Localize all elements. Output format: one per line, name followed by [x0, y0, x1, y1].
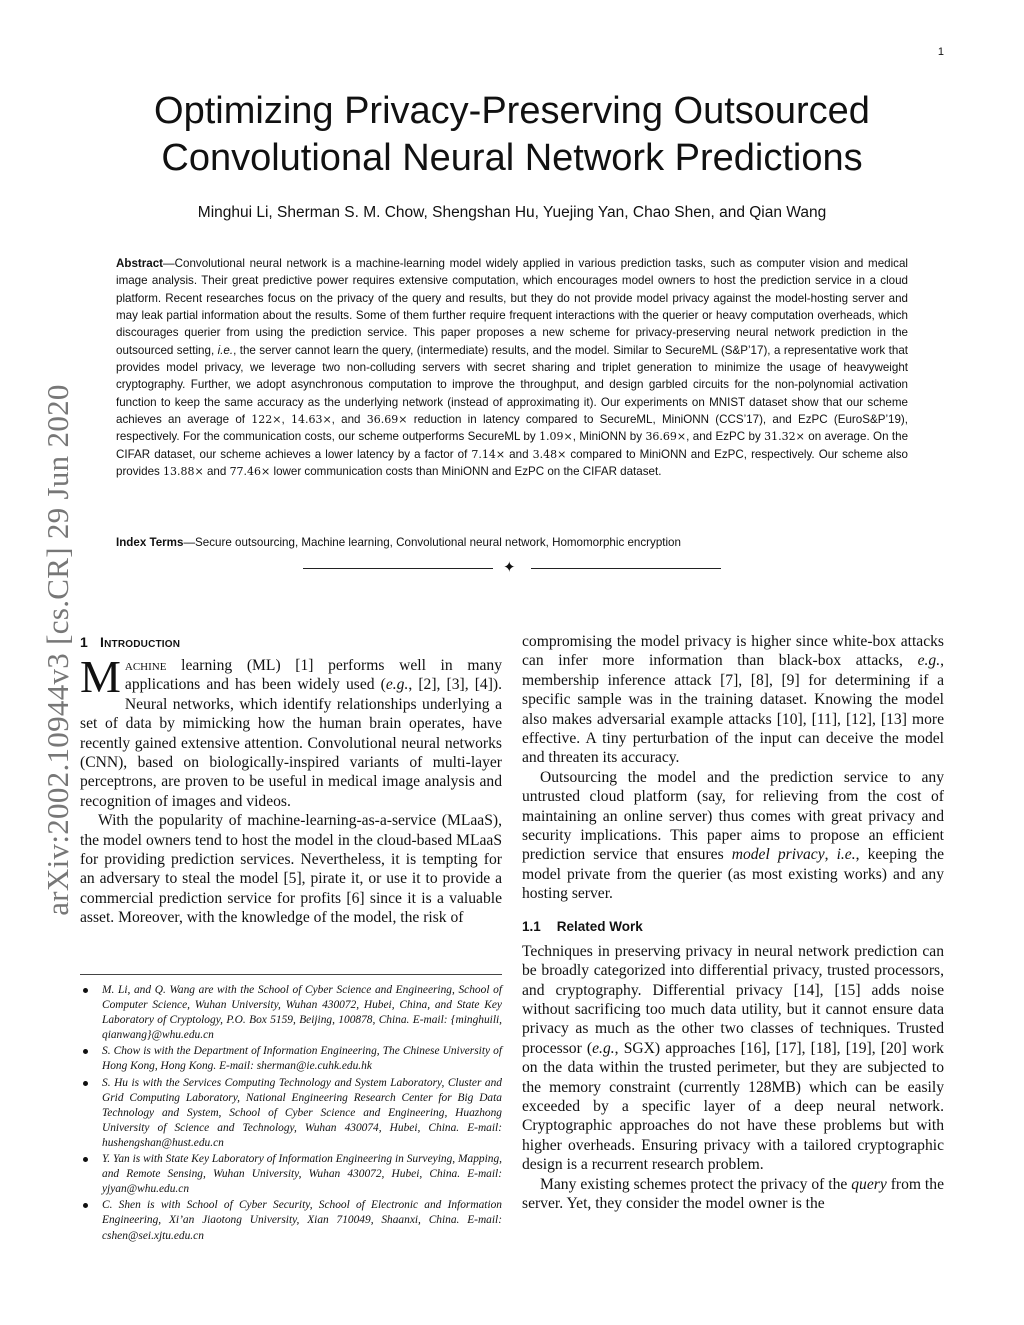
paragraph-text: learning (ML) [1] performs well in many applications and has been widely used ( — [124, 657, 502, 694]
author-list: Minghui Li, Sherman S. M. Chow, Shengshan Hu, Yuejing Yan, Chao Shen, and Qian Wang — [197, 204, 827, 221]
footnote-text: S. Chow is with the Department of Information Engineering, The Chinese University of Hong Kong, Hong Kong. E-mail: sherman@ie.cuhk.edu.hk — [102, 1045, 502, 1073]
abstract-math: 122× — [251, 413, 282, 427]
paragraph-emph: e.g. — [385, 676, 409, 694]
abstract-text: on average. On the CIFAR dataset, our scheme achieves a lower latency by a factor of — [116, 430, 909, 461]
paragraph-text: Techniques in preserving privacy in neural network prediction can be broadly categorized into differential privacy, trusted processors, and cryptography. Differential privacy [14], [15] adds noise without sacrificing too much data utility, but it cannot ensure data privacy as much as the other two classes of techniques. Trusted processor ( — [522, 942, 944, 1057]
abstract — [116, 255, 908, 480]
paragraph-text: Outsourcing the model and the prediction service to any untrusted cloud platform (say, for relieving from the cost of maintaining an online server) thus comes with great privacy and security implications. This paper aims to propose an efficient prediction service that ensures — [522, 768, 944, 864]
left-column — [80, 632, 502, 928]
abstract-label: Abstract — [116, 257, 164, 270]
bullet-icon — [83, 988, 88, 993]
abstract-text: compared to MiniONN and EzPC, respectively. Our scheme also provides — [116, 447, 908, 479]
paragraph-emph: query — [851, 1175, 887, 1193]
paragraph-text: , keeping the model private from the querier (as most existing works) and any hosting server. — [522, 846, 945, 903]
abstract-math: 3.48× — [532, 447, 567, 461]
abstract-text: , — [281, 413, 291, 427]
footnote-item — [80, 983, 502, 1043]
related-paragraph-2 — [522, 1175, 944, 1214]
bullet-icon — [83, 1203, 88, 1208]
abstract-math: 14.63× — [290, 413, 332, 427]
abstract-math: 7.14× — [471, 447, 506, 461]
abstract-text: lower communication costs than MiniONN and EzPC on the CIFAR dataset. — [270, 465, 662, 479]
paragraph-text: , membership inference attack [7], [8], [9] for determining if a specific sample was in the training dataset. Knowing the model also makes adversarial example attacks [10], [11], [12], [13] more effective. A tiny perturbation of the input can deceive the model and threaten its accuracy. — [522, 652, 944, 767]
index-terms-label: Index Terms — [116, 536, 184, 549]
right-column — [522, 632, 944, 1213]
paragraph-text: , — [824, 846, 837, 864]
abstract-math: 31.32× — [764, 430, 805, 444]
subsection-title: Related Work — [556, 918, 643, 934]
footnote-text: S. Hu is with the Services Computing Technology and System Laboratory, Cluster and Grid Computing Laboratory, National Engineering Research Center for Big Data Technology and System, School of Cyber Science and Engineering, Huazhong University of Science and Technology, Wuhan 430074, Hubei, China. E-mail: hushengshan@hust.edu.cn — [102, 1076, 502, 1149]
abstract-text: , MiniONN by — [572, 430, 646, 444]
abstract-math: 1.09× — [539, 430, 573, 444]
arxiv-stamp: arXiv:2002.10944v3 [cs.CR] 29 Jun 2020 — [40, 384, 75, 916]
footnotes — [80, 983, 502, 1245]
related-paragraph-1 — [522, 942, 944, 1175]
paper-title — [90, 88, 934, 182]
footnote-item — [80, 1044, 502, 1074]
paragraph-text: compromising the model privacy is higher since white-box attacks can infer more information than black-box attacks, — [522, 633, 944, 670]
abstract-math: 13.88× — [163, 465, 204, 479]
abstract-math: 77.46× — [229, 465, 271, 479]
separator-diamond-icon: ✦ — [503, 560, 516, 576]
index-terms — [116, 534, 908, 551]
title-line-2: Convolutional Neural Network Predictions — [161, 137, 863, 179]
paragraph-text: , SGX) approaches [16], [17], [18], [19], [20] work on the data within the trusted perimeter, but they are subjected to the memory constraint (currently 128MB) which can be easily exceeded by a specific layer of a deep neural network. Cryptographic approaches do not have these problems but with higher overheads. Ensuring privacy with a tailored cryptographic design is a recurrent research problem. — [522, 1039, 944, 1174]
intro-paragraph-1 — [80, 651, 503, 811]
footnote-text: M. Li, and Q. Wang are with the School of Cyber Science and Engineering, School of Computer Science, Wuhan University, Wuhan 430072, Hubei, China, and State Key Laboratory of Cryptology, P.O. Box 5159, Beijing, 100878, China. E-mail: {minghuili, qianwang}@whu.edu.cn — [102, 984, 502, 1042]
abstract-text: —Convolutional neural network is a machine-learning model widely applied in various prediction tasks, such as computer vision and medical image analysis. Their great predictive power requires extensive computation, which encourages model owners to host the prediction service in a cloud platform. Recent researches focus on the privacy of the query and results, but they do not provide model privacy against the model-hosting server and may leak partial information about the results. Some of them further require frequent interactions with the querier or heavy computation overheads, which discourages querier from using the prediction service. This paper proposes a new scheme for privacy-preserving neural network prediction in the outsourced setting, — [116, 257, 908, 357]
abstract-text: and — [505, 447, 533, 461]
index-terms-text: —Secure outsourcing, Machine learning, Convolutional neural network, Homomorphic encryption — [183, 536, 681, 549]
abstract-text: , the server cannot learn the query, (intermediate) results, and the model. Similar to SecureML (S&P’17), a representative work that provides model privacy, we leverage two non-colluding servers with secret sharing and triplet generation to minimize the usage of heavyweight cryptography. Further, we adopt asynchronous computation to improve the throughput, and design garbled circuits for the non-polynomial activation function to keep the same accuracy as the underlying network (instead of approximating it). Our experiments on MNIST dataset show that our scheme achieves an average of — [116, 343, 908, 427]
paragraph-text: Many existing schemes protect the privacy of the — [540, 1175, 852, 1193]
title-line-1: Optimizing Privacy-Preserving Outsourced — [154, 90, 870, 132]
page-number: 1 — [937, 46, 944, 58]
abstract-math: 36.69× — [645, 430, 687, 444]
abstract-emph: i.e. — [217, 343, 234, 357]
bullet-icon — [83, 1157, 88, 1162]
subsection-number: 1.1 — [522, 918, 541, 934]
separator-rule-right — [531, 568, 721, 569]
section-title: Introduction — [100, 634, 181, 650]
subsection-heading — [522, 918, 944, 936]
intro-paragraph-4 — [522, 768, 944, 904]
drop-cap: M — [80, 651, 121, 702]
footnote-item — [80, 1152, 502, 1197]
abstract-text: and — [203, 465, 230, 479]
bullet-icon — [83, 1049, 88, 1054]
abstract-text: , and EzPC by — [686, 430, 765, 444]
bullet-icon — [83, 1081, 88, 1086]
footnote-text: Y. Yan is with State Key Laboratory of Information Engineering in Surveying, Mapping, and Remote Sensing, Wuhan University, Wuhan 430072, Hubei, China. E-mail: yjyan@whu.edu.cn — [102, 1153, 502, 1196]
paragraph-emph: i.e. — [836, 846, 856, 864]
paragraph-text: from the server. Yet, they consider the model owner is the — [522, 1175, 944, 1212]
paragraph-text: , [2], [3], [4]). Neural networks, which identify relationships underlying a set of data by mimicking how the human brain operates, have recently gained extensive attention. Convolutional neural networks (CNN), based on biologically-inspired variants of multi-layer perceptrons, are proven to be useful in medical image analysis and recognition of images and videos. — [80, 676, 503, 810]
paragraph-emph: model privacy — [731, 846, 825, 864]
abstract-text: reduction in latency compared to SecureML, MiniONN (CCS’17), and EzPC (EuroS&P’19), respectively. For the communication costs, our scheme outperforms SecureML by — [116, 413, 908, 444]
abstract-math: 36.69× — [366, 413, 408, 427]
footnote-rule — [80, 974, 502, 975]
section-number: 1 — [80, 634, 88, 650]
abstract-text: , and — [331, 413, 367, 427]
footnote-text: C. Shen is with School of Cyber Security, School of Electronic and Information Engineering, Xi’an Jiaotong University, Xian 710049, Shaanxi, China. E-mail: cshen@sei.xjtu.edu.cn — [102, 1199, 502, 1242]
drop-cap-smallcaps: achine — [124, 657, 167, 674]
section-heading — [80, 632, 502, 652]
footnote-item — [80, 1198, 502, 1243]
intro-paragraph-3 — [522, 632, 944, 768]
separator-rule-left — [303, 568, 493, 569]
paragraph-emph: e.g. — [592, 1039, 615, 1057]
intro-paragraph-2: With the popularity of machine-learning-as-a-service (MLaaS), the model owners tend to host the model in the cloud-based MLaaS for providing prediction services. Nevertheless, it is tempting for an adversary to steal the model [5], pirate it, or use it to provide a commercial prediction service for profits [6] since it is a valuable asset. Moreover, with the knowledge of the model, the risk of — [80, 812, 502, 927]
footnote-item — [80, 1076, 502, 1151]
paragraph-emph: e.g. — [917, 652, 941, 670]
